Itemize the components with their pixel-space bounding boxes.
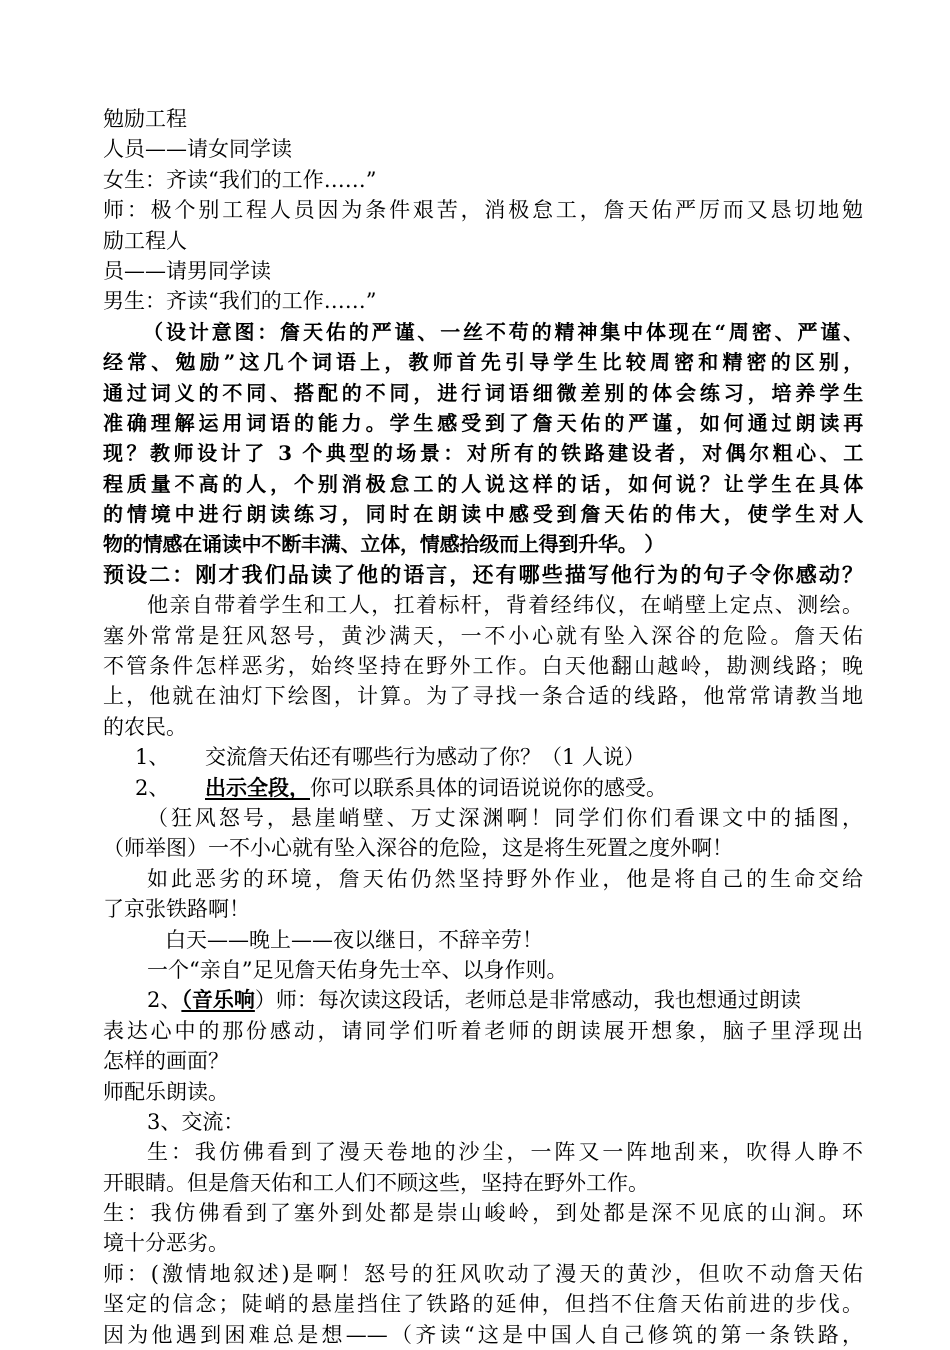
music-line: [103, 985, 863, 1015]
text-line: 男生：齐读“我们的工作……”: [103, 289, 377, 314]
underlined-text: 出示全段，: [205, 774, 310, 800]
text-line: 生：我仿佛看到了漫天卷地的沙尘，一阵又一阵地刮来，吹得人睁不: [147, 1140, 863, 1165]
section-heading: 预设二：刚才我们品读了他的语言，还有哪些描写他行为的句子令你感动？: [103, 561, 863, 587]
text-line: 勉励工程: [103, 107, 187, 131]
text-line: 如此恶劣的环境，詹天佑仍然坚持野外作业，他是将自己的生命交给: [147, 866, 863, 891]
design-intent-line: （设计意图：詹天佑的严谨、一丝不苟的精神集中体现在“周密、严谨、: [143, 319, 863, 344]
design-intent-line: 经常、勉励”这几个词语上，教师首先引导学生比较周密和精密的区别，: [103, 350, 863, 375]
text-line: 他亲自带着学生和工人，扛着标杆，背着经纬仪，在峭壁上定点、测绘。: [147, 593, 863, 618]
text-line: 境十分恶劣。: [103, 1231, 229, 1256]
design-intent-line: 现？教师设计了 3 个典型的场景：对所有的铁路建设者，对偶尔粗心、工: [103, 441, 863, 466]
list-item: [103, 742, 863, 772]
design-intent-line: 通过词义的不同、搭配的不同，进行词语细微差别的体会练习，培养学生: [103, 380, 863, 405]
list-text: ）师：每次读这段话，老师总是非常感动，我也想通过朗读: [254, 988, 801, 1013]
text-line: 师：(激情地叙述)是啊！怒号的狂风吹动了漫天的黄沙，但吹不动詹天佑: [103, 1261, 863, 1286]
text-line: 生：我仿佛看到了塞外到处都是崇山峻岭，到处都是深不见底的山涧。环: [103, 1201, 863, 1226]
design-intent-block: [103, 317, 863, 560]
text-line: 一个“亲自”足见詹天佑身先士卒、以身作则。: [147, 957, 568, 982]
text-line: 因为他遇到困难总是想——（齐读“这是中国人自己修筑的第一条铁路，: [103, 1322, 863, 1347]
list-number: 2、: [147, 988, 182, 1013]
text-line: 上，他就在油灯下绘图，计算。为了寻找一条合适的线路，他常常请教当地: [103, 684, 863, 709]
list-number: 1、: [135, 745, 170, 770]
design-intent-line: 的情境中进行朗读练习，同时在朗读中感受到詹天佑的伟大，使学生对人: [103, 502, 863, 527]
text-line: 塞外常常是狂风怒号，黄沙满天，一不小心就有坠入深谷的危险。詹天佑: [103, 623, 863, 648]
design-intent-line: 准确理解运用词语的能力。学生感受到了詹天佑的严谨，如何通过朗读再: [103, 410, 863, 435]
list-text: 你可以联系具体的词语说说你的感受。: [310, 775, 667, 800]
text-line: 了京张铁路啊！: [103, 897, 250, 922]
text-line: 人员——请女同学读: [103, 137, 292, 162]
text-line: 怎样的画面？: [103, 1049, 229, 1074]
text-line: 坚定的信念；陡峭的悬崖挡住了铁路的延伸，但挡不住詹天佑前进的步伐。: [103, 1292, 863, 1317]
text-line: 不管条件怎样恶劣，始终坚持在野外工作。白天他翻山越岭，勘测线路；晚: [103, 654, 863, 679]
text-line: 的农民。: [103, 714, 187, 739]
list-number: 2、: [135, 775, 170, 800]
text-line: （狂风怒号，悬崖峭壁、万丈深渊啊！同学们你们看课文中的插图，: [147, 805, 863, 830]
text-line: 3、交流：: [147, 1109, 245, 1134]
list-text: 交流詹天佑还有哪些行为感动了你？（1 人说）: [205, 745, 646, 770]
text-line: 员——请男同学读: [103, 258, 271, 283]
list-item: [103, 773, 863, 803]
text-line: 表达心中的那份感动，请同学们听着老师的朗读展开想象，脑子里浮现出: [103, 1018, 863, 1043]
text-line: （师举图）一不小心就有坠入深谷的危险，这是将生死置之度外啊！: [103, 836, 733, 861]
text-line: 白天——晚上——夜以继日，不辞辛劳！: [165, 927, 543, 952]
text-line: 师配乐朗读。: [103, 1079, 229, 1104]
text-line: 励工程人: [103, 228, 187, 253]
design-intent-line: 程质量不高的人，个别消极怠工的人说这样的话，如何说？让学生在具体: [103, 471, 863, 496]
text-line: 师：极个别工程人员因为条件艰苦，消极怠工，詹天佑严厉而又恳切地勉: [103, 198, 863, 223]
design-intent-line: 物的情感在诵读中不断丰满、立体，情感拾级而上得到升华。 ）: [103, 532, 665, 557]
text-line: 开眼睛。但是詹天佑和工人们不顾这些，坚持在野外工作。: [103, 1170, 649, 1195]
text-line: 女生：齐读“我们的工作……”: [103, 167, 377, 192]
document-body: [103, 104, 863, 1350]
underlined-text: （音乐响: [181, 987, 255, 1013]
